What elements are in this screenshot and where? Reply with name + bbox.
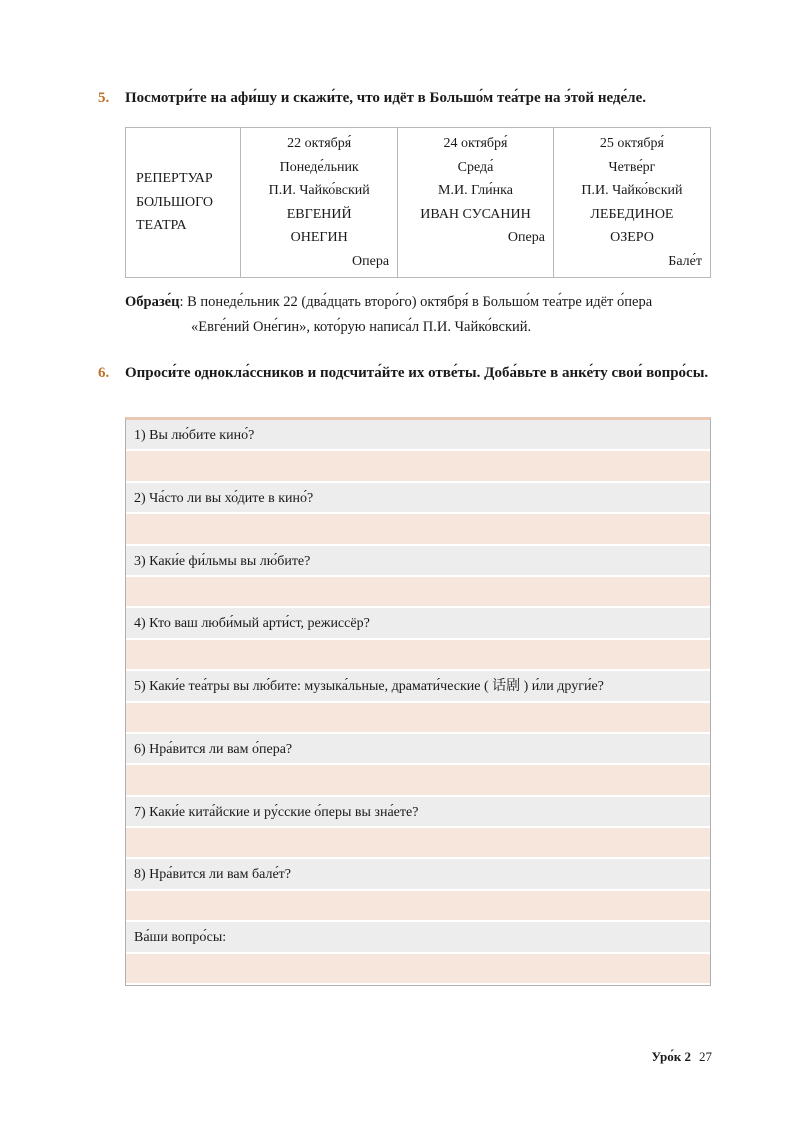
date: 22 октября́ xyxy=(287,136,352,151)
task-6-instruction xyxy=(98,360,712,386)
task-number: 6. xyxy=(98,365,110,381)
question-row: Ва́ши вопро́сы: xyxy=(126,922,710,953)
question-row: 7) Каки́е кита́йские и ру́сские о́перы вы зна́ете? xyxy=(126,797,710,828)
task-text: Посмотри́те на афи́шу и скажи́те, что идёт в Большо́м теа́тре на э́той неде́ле. xyxy=(125,90,646,106)
title: ОЗЕРО xyxy=(610,230,654,245)
answer-row[interactable] xyxy=(126,577,710,608)
weekday: Среда́ xyxy=(457,159,494,175)
task-number: 5. xyxy=(98,90,110,106)
day-column-2 xyxy=(398,128,554,278)
question-row: 4) Кто ваш люби́мый арти́ст, режиссёр? xyxy=(126,608,710,639)
lesson-label: Уро́к 2 xyxy=(651,1049,691,1064)
sample-label: Образе́ц xyxy=(125,294,180,310)
answer-row[interactable] xyxy=(126,703,710,734)
composer: М.И. Гли́нка xyxy=(438,183,513,198)
title: ЛЕБЕДИНОЕ xyxy=(590,206,674,222)
sample-line-1: : В понеде́льник 22 (два́дцать второ́го) октября́ в Большо́м теа́тре идёт о́пера xyxy=(179,294,653,310)
title: ЕВГЕНИЙ xyxy=(286,206,352,222)
question-row: 8) Нра́вится ли вам бале́т? xyxy=(126,859,710,890)
question-row: 3) Каки́е фи́льмы вы лю́бите? xyxy=(126,546,710,577)
performance-type: Опера xyxy=(507,230,545,245)
composer: П.И. Чайко́вский xyxy=(581,183,683,198)
task-5-instruction xyxy=(98,85,712,111)
page-number: 27 xyxy=(699,1049,712,1064)
day-column-3 xyxy=(553,128,710,278)
page-footer xyxy=(652,1049,712,1065)
repertoire-table xyxy=(125,127,711,278)
answer-row[interactable] xyxy=(126,765,710,796)
date: 25 октября́ xyxy=(599,136,664,151)
weekday: Четве́рг xyxy=(608,159,656,175)
title: ОНЕГИН xyxy=(290,230,348,245)
performance-type: Опера xyxy=(352,253,390,269)
sample-sentence xyxy=(125,290,711,340)
repertoire-header: РЕПЕРТУАР БОЛЬШОГО ТЕАТРА xyxy=(126,128,241,278)
answer-row[interactable] xyxy=(126,640,710,671)
day-column-1 xyxy=(241,128,398,278)
question-row: 1) Вы лю́бите кино́? xyxy=(126,420,710,451)
question-row: 2) Ча́сто ли вы хо́дите в кино́? xyxy=(126,483,710,514)
performance-type: Бале́т xyxy=(668,253,702,269)
weekday: Понеде́льник xyxy=(279,159,359,175)
date: 24 октября́ xyxy=(443,136,508,151)
answer-row[interactable] xyxy=(126,514,710,545)
composer: П.И. Чайко́вский xyxy=(268,183,370,198)
answer-row[interactable] xyxy=(126,828,710,859)
question-row: 6) Нра́вится ли вам о́пера? xyxy=(126,734,710,765)
title: ИВАН СУСАНИН xyxy=(420,206,531,222)
task-text: Опроси́те однокла́ссников и подсчита́йте их отве́ты. Доба́вьте в анке́ту свои́ вопро́сы. xyxy=(125,365,709,381)
answer-row[interactable] xyxy=(126,891,710,922)
question-row: 5) Каки́е теа́тры вы лю́бите: музыка́льные, драмати́ческие ( 话剧 ) и́ли други́е? xyxy=(126,671,710,702)
answer-row[interactable] xyxy=(126,954,710,985)
survey-table xyxy=(125,417,711,986)
answer-row[interactable] xyxy=(126,451,710,482)
sample-line-2: «Евге́ний Оне́гин», кото́рую написа́л П.И. Чайко́вский. xyxy=(191,319,532,335)
